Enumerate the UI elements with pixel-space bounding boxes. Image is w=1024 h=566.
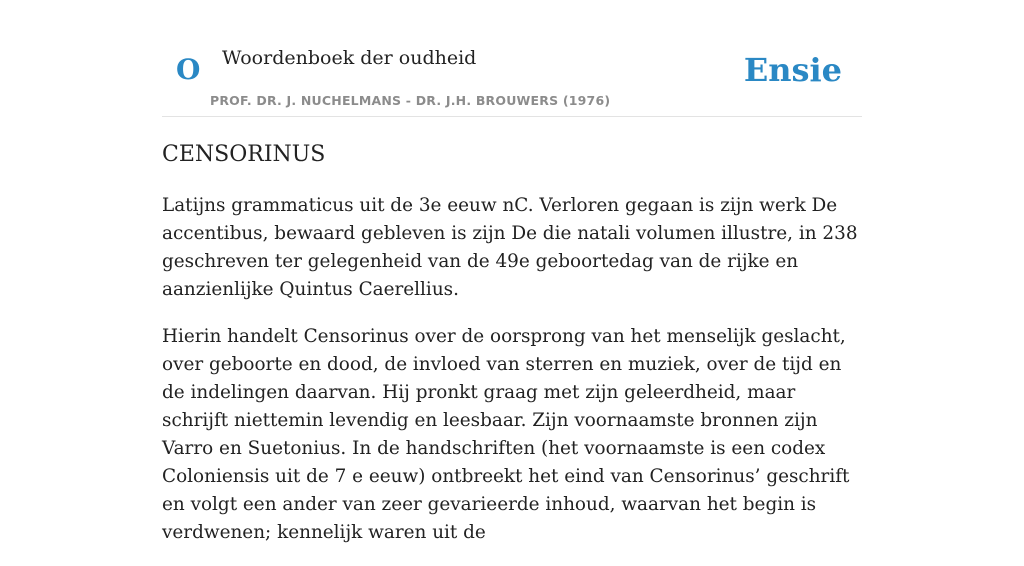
dictionary-header (162, 0, 862, 117)
entry-body (162, 192, 862, 566)
page (162, 0, 862, 543)
letter-index-link[interactable]: O (176, 53, 201, 86)
entry-title: CENSORINUS (162, 142, 326, 167)
entry-paragraph: Hierin handelt Censorinus over de oorsprong van het menselijk geslacht, over geboorte en dood, de invloed van sterren en muziek, over de tijd en de indelingen daarvan. Hij pronkt graag met zijn geleerdheid, maar schrijft niettemin levendig en leesbaar. Zijn voornaamste bronnen zijn Varro en Suetonius. In de handschriften (het voornaamste is een codex Coloniensis uit de 7 e eeuw) ontbreekt het eind van Censorinus’ geschrift en volgt een ander van zeer gevarieerde inhoud, waarvan het begin is verdwenen; kennelijk waren uit de (162, 326, 850, 543)
entry-paragraph: Latijns grammaticus uit de 3e eeuw nC. Verloren gegaan is zijn werk De accentibus, bewaard gebleven is zijn De die natali volumen illustre, in 238 geschreven ter gelegenheid van de 49e geboortedag van de rijke en aanzienlijke Quintus Caerellius. (162, 195, 858, 300)
ensie-logo-link[interactable]: Ensie (743, 51, 842, 89)
book-authors: PROF. DR. J. NUCHELMANS - DR. J.H. BROUWERS (1976) (210, 93, 611, 108)
book-title-link[interactable]: Woordenboek der oudheid (222, 47, 477, 69)
